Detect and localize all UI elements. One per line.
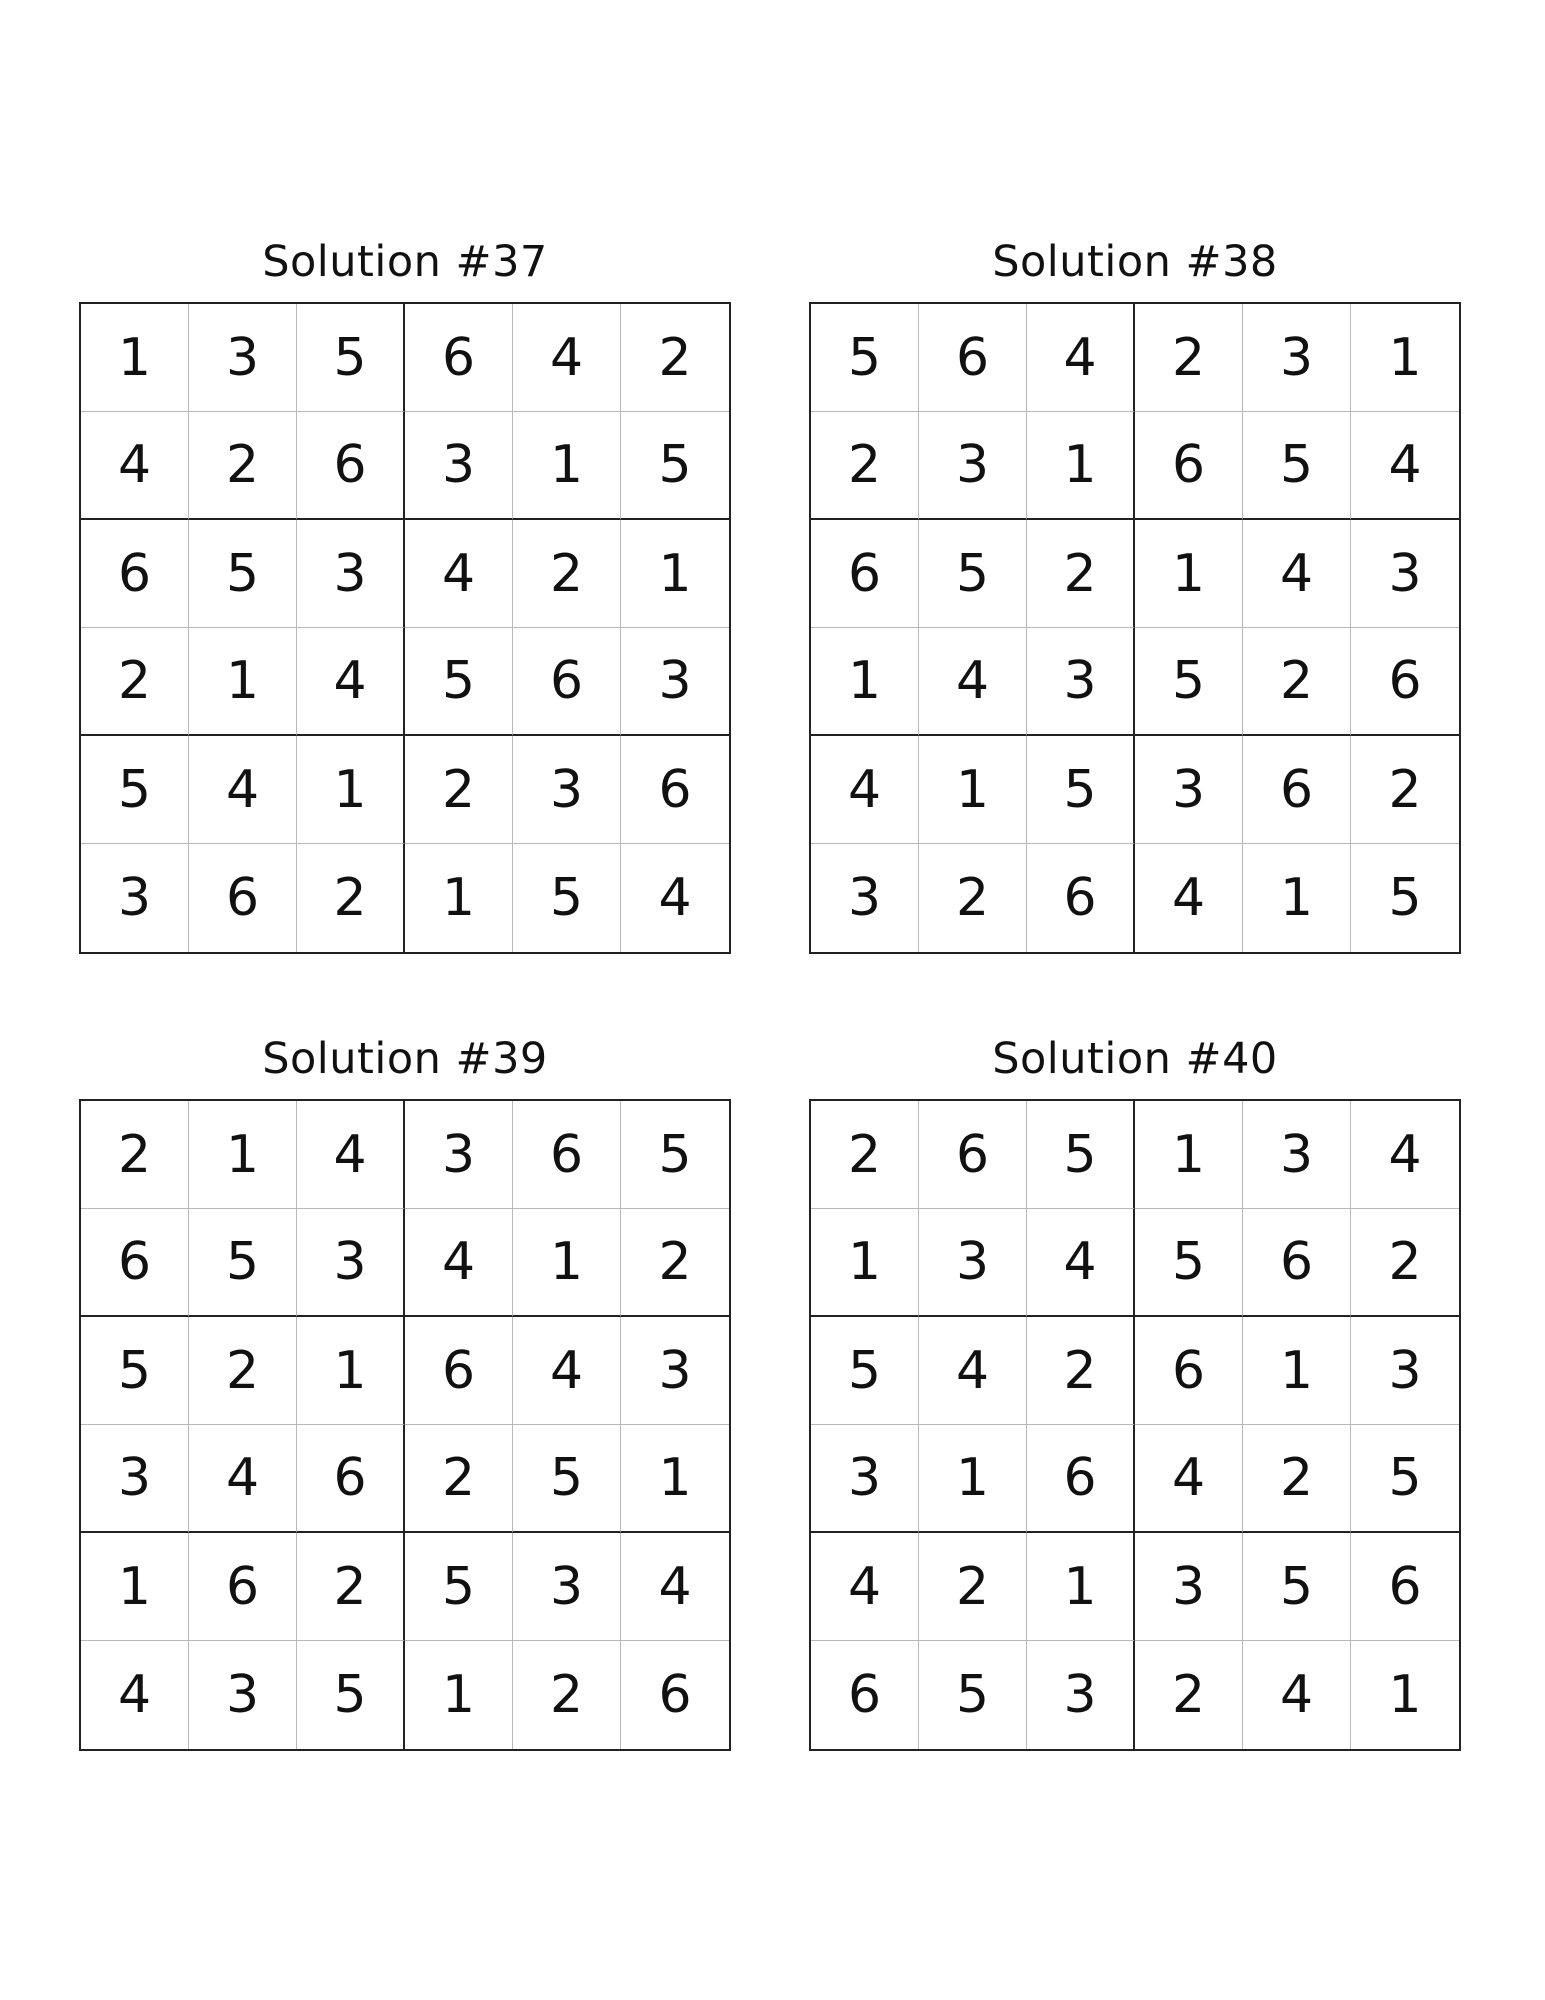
grid-cell: 4 [1135,844,1243,952]
grid-cell: 6 [919,1101,1027,1209]
grid-cell: 2 [621,304,729,412]
grid-cell: 5 [919,520,1027,628]
grid-cell: 5 [1027,1101,1135,1209]
grid-cell: 4 [1351,412,1459,520]
grid-cell: 2 [1351,736,1459,844]
grid-cell: 3 [1243,1101,1351,1209]
grid-cell: 2 [405,736,513,844]
grid-cell: 1 [811,1209,919,1317]
grid-cell: 2 [1243,628,1351,736]
grid-cell: 1 [405,1641,513,1749]
grid-cell: 6 [189,844,297,952]
grid-cell: 1 [621,520,729,628]
grid-cell: 1 [919,1425,1027,1533]
grid-cell: 1 [81,304,189,412]
grid-cell: 5 [297,1641,405,1749]
grid-cell: 3 [1027,628,1135,736]
grid-cell: 6 [189,1533,297,1641]
grid-cell: 6 [513,1101,621,1209]
grid-cell: 5 [1388,868,1422,928]
grid-cell: 3 [811,844,919,952]
grid-cell: 2 [919,1533,1027,1641]
grid-cell: 1 [1135,520,1243,628]
grid-cell: 2 [919,844,1027,952]
grid-cell: 5 [189,1209,297,1317]
grid-cell: 2 [811,1101,919,1209]
sudoku-grid [79,1099,731,1751]
grid-cell: 3 [81,844,189,952]
grid-cell: 3 [811,1425,919,1533]
grid-cell: 6 [1135,412,1243,520]
grid-cell: 6 [1351,628,1459,736]
grid-cell: 4 [658,868,692,928]
grid-cell: 5 [1027,736,1135,844]
grid-cell: 6 [1027,1425,1135,1533]
grid-cell: 3 [513,1533,621,1641]
puzzle-title: Solution #37 [262,237,548,287]
grid-cell: 6 [919,304,1027,412]
grid-cell: 3 [405,1101,513,1209]
grid-cell: 5 [513,1425,621,1533]
grid-cell: 5 [1243,1533,1351,1641]
grid-cell: 4 [513,304,621,412]
grid-cell: 5 [1135,1209,1243,1317]
sudoku-grid [79,302,731,954]
sudoku-grid [809,1099,1461,1751]
grid-cell: 3 [1351,1317,1459,1425]
grid-cell: 6 [621,736,729,844]
grid-cell: 1 [297,1317,405,1425]
grid-cell: 2 [297,1533,405,1641]
grid-cell: 2 [513,1641,621,1749]
grid-cell: 5 [405,628,513,736]
grid-cell: 3 [189,1641,297,1749]
grid-cell: 4 [811,1533,919,1641]
grid-cell: 6 [658,1665,692,1725]
grid-cell: 2 [189,412,297,520]
grid-cell: 4 [1027,1209,1135,1317]
grid-cell: 4 [621,1533,729,1641]
grid-cell: 1 [513,412,621,520]
grid-cell: 3 [1135,736,1243,844]
grid-cell: 3 [1027,1641,1135,1749]
grid-cell: 6 [297,1425,405,1533]
grid-cell: 5 [81,736,189,844]
grid-cell: 1 [1135,1101,1243,1209]
grid-cell: 4 [1135,1425,1243,1533]
grid-cell: 1 [919,736,1027,844]
grid-cell: 3 [405,412,513,520]
grid-cell: 4 [919,628,1027,736]
grid-cell: 5 [621,412,729,520]
grid-cell: 5 [1135,628,1243,736]
grid-cell: 3 [297,1209,405,1317]
grid-cell: 1 [405,844,513,952]
grid-cell: 2 [189,1317,297,1425]
grid-cell: 3 [513,736,621,844]
grid-cell: 3 [189,304,297,412]
grid-cell: 3 [919,1209,1027,1317]
grid-cell: 5 [189,520,297,628]
grid-cell: 6 [811,1641,919,1749]
grid-cell: 2 [1027,1317,1135,1425]
grid-cell: 4 [919,1317,1027,1425]
grid-cell: 1 [811,628,919,736]
grid-cell: 2 [297,844,405,952]
puzzle-title: Solution #38 [992,237,1278,287]
grid-cell: 6 [811,520,919,628]
grid-cell: 1 [189,628,297,736]
grid-cell: 2 [1243,1425,1351,1533]
grid-cell: 6 [1027,844,1135,952]
grid-cell: 4 [1243,520,1351,628]
grid-cell: 6 [297,412,405,520]
grid-cell: 4 [1243,1641,1351,1749]
grid-cell: 6 [1135,1317,1243,1425]
grid-cell: 5 [1351,1425,1459,1533]
grid-cell: 2 [621,1209,729,1317]
grid-cell: 6 [81,520,189,628]
grid-cell: 3 [1351,520,1459,628]
grid-cell: 4 [811,736,919,844]
grid-cell: 6 [513,628,621,736]
grid-cell: 5 [1243,412,1351,520]
grid-cell: 5 [297,304,405,412]
sudoku-grid [809,302,1461,954]
grid-cell: 2 [1135,304,1243,412]
grid-cell: 2 [513,520,621,628]
grid-cell: 6 [1243,736,1351,844]
grid-cell: 4 [405,1209,513,1317]
grid-cell: 4 [297,628,405,736]
grid-cell: 5 [513,844,621,952]
grid-cell: 3 [297,520,405,628]
grid-cell: 2 [1351,1209,1459,1317]
grid-cell: 3 [1135,1533,1243,1641]
grid-cell: 1 [1243,1317,1351,1425]
grid-cell: 1 [81,1533,189,1641]
grid-cell: 2 [81,1101,189,1209]
grid-cell: 1 [1243,844,1351,952]
grid-cell: 1 [297,736,405,844]
grid-cell: 4 [81,412,189,520]
grid-cell: 3 [621,1317,729,1425]
grid-cell: 6 [1243,1209,1351,1317]
grid-cell: 4 [1027,304,1135,412]
grid-cell: 1 [1351,304,1459,412]
grid-cell: 4 [405,520,513,628]
grid-cell: 4 [189,1425,297,1533]
grid-cell: 6 [405,1317,513,1425]
grid-cell: 1 [1027,1533,1135,1641]
grid-cell: 3 [919,412,1027,520]
grid-cell: 4 [513,1317,621,1425]
grid-cell: 6 [405,304,513,412]
grid-cell: 1 [189,1101,297,1209]
grid-cell: 5 [405,1533,513,1641]
grid-cell: 5 [81,1317,189,1425]
grid-cell: 6 [1351,1533,1459,1641]
grid-cell: 2 [811,412,919,520]
grid-cell: 4 [189,736,297,844]
grid-cell: 1 [1027,412,1135,520]
grid-cell: 4 [297,1101,405,1209]
grid-cell: 4 [1351,1101,1459,1209]
grid-cell: 4 [81,1641,189,1749]
grid-cell: 5 [919,1641,1027,1749]
puzzle-title: Solution #40 [992,1034,1278,1084]
grid-cell: 2 [81,628,189,736]
grid-cell: 2 [1027,520,1135,628]
grid-cell: 1 [513,1209,621,1317]
grid-cell: 2 [405,1425,513,1533]
grid-cell: 5 [621,1101,729,1209]
grid-cell: 1 [621,1425,729,1533]
grid-cell: 6 [81,1209,189,1317]
grid-cell: 5 [811,1317,919,1425]
grid-cell: 5 [811,304,919,412]
grid-cell: 1 [1388,1665,1422,1725]
grid-cell: 3 [621,628,729,736]
grid-cell: 2 [1135,1641,1243,1749]
grid-cell: 3 [1243,304,1351,412]
grid-cell: 3 [81,1425,189,1533]
puzzle-title: Solution #39 [262,1034,548,1084]
